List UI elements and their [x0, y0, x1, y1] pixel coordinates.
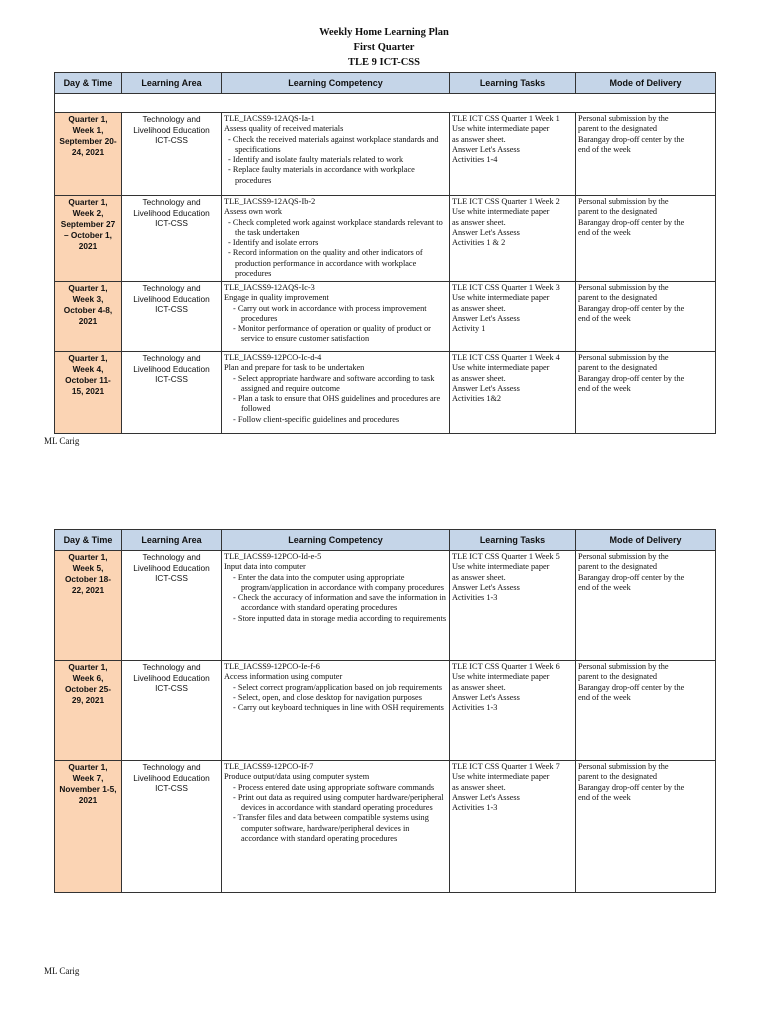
- area-line: Livelihood Education: [133, 772, 210, 783]
- delivery-cell: [576, 282, 716, 352]
- competency-code: TLE_IACSS9-12AQS-Ia-1: [224, 114, 315, 123]
- competency-item: - Check the received materials against workplace standards and specifications: [228, 134, 439, 154]
- competency-list: [224, 304, 447, 345]
- delivery-line: end of the week: [578, 792, 631, 802]
- delivery-line: Barangay drop-off center by the: [578, 572, 685, 582]
- delivery-line: Personal submission by the: [578, 197, 669, 206]
- table-row: [55, 282, 716, 352]
- competency-list: [224, 135, 447, 186]
- task-line: Activities 1-3: [452, 593, 498, 603]
- competency-cell: [222, 282, 450, 352]
- day-line: 2021: [78, 795, 98, 805]
- plan-title: Weekly Home Learning Plan: [319, 27, 449, 38]
- area-line: Livelihood Education: [133, 207, 210, 218]
- competency-intro: Produce output/data using computer system: [224, 772, 370, 782]
- task-line: as answer sheet.: [452, 373, 506, 383]
- day-time-cell: [55, 551, 122, 661]
- task-line: TLE ICT CSS Quarter 1 Week 4: [452, 353, 560, 362]
- task-line: Activities 1-3: [452, 703, 498, 713]
- delivery-cell: [576, 196, 716, 282]
- learning-area-cell: [122, 661, 222, 761]
- day-line: October 25-: [64, 684, 112, 694]
- competency-cell: [222, 196, 450, 282]
- day-line: Week 7,: [72, 773, 104, 783]
- task-line: TLE ICT CSS Quarter 1 Week 3: [452, 283, 560, 292]
- day-line: 2021: [78, 241, 98, 251]
- competency-intro: Assess quality of received materials: [224, 124, 344, 134]
- competency-item: - Follow client-specific guidelines and procedures: [233, 414, 400, 424]
- learning-area-cell: [122, 551, 222, 661]
- area-line: ICT-CSS: [155, 304, 188, 314]
- task-line: Activities 1-4: [452, 155, 498, 165]
- learning-tasks-cell: [450, 661, 576, 761]
- competency-cell: [222, 113, 450, 196]
- plan-table-2: [54, 529, 716, 893]
- area-line: Technology and: [142, 662, 201, 672]
- delivery-line: Barangay drop-off center by the: [578, 134, 685, 144]
- competency-code: TLE_IACSS9-12AQS-Ib-2: [224, 197, 316, 206]
- competency-cell: [222, 551, 450, 661]
- day-line: October 11-: [65, 375, 111, 385]
- task-line: as answer sheet.: [452, 217, 506, 227]
- area-line: Livelihood Education: [133, 562, 210, 573]
- task-line: as answer sheet.: [452, 782, 506, 792]
- competency-item: - Store inputted data in storage media according to requirements: [233, 613, 447, 623]
- day-time-cell: [55, 352, 122, 434]
- competency-item: - Carry out keyboard techniques in line with OSH requirements: [233, 703, 444, 713]
- task-line: Use white intermediate paper: [452, 772, 550, 782]
- day-time-cell: [55, 196, 122, 282]
- author-signature: ML Carig: [44, 966, 80, 976]
- area-line: ICT-CSS: [155, 683, 188, 693]
- author-signature: ML Carig: [44, 436, 80, 446]
- table-header-row: [55, 530, 716, 551]
- col-header-area: Learning Area: [122, 73, 222, 94]
- delivery-line: end of the week: [578, 313, 631, 323]
- day-line: Week 4,: [72, 364, 104, 374]
- competency-item: - Select, open, and close desktop for navigation purposes: [233, 692, 422, 702]
- area-line: Technology and: [142, 283, 201, 293]
- day-time-cell: [55, 113, 122, 196]
- delivery-line: Personal submission by the: [578, 114, 669, 123]
- col-header-delivery: Mode of Delivery: [576, 73, 716, 94]
- learning-tasks-cell: [450, 196, 576, 282]
- task-line: Answer Let's Assess: [452, 144, 520, 154]
- competency-item: - Monitor performance of operation or quality of product or service to ensure customer satisfaction: [233, 324, 431, 344]
- day-line: October 4-8,: [63, 305, 113, 315]
- task-line: as answer sheet.: [452, 682, 506, 692]
- task-line: TLE ICT CSS Quarter 1 Week 6: [452, 662, 560, 671]
- competency-code: TLE_IACSS9-12PCO-If-7: [224, 762, 314, 771]
- competency-item: - Select correct program/application based on job requirements: [233, 682, 442, 692]
- day-line: November 1-5,: [59, 784, 117, 794]
- table-row: [55, 551, 716, 661]
- area-line: ICT-CSS: [155, 218, 188, 228]
- competency-cell: [222, 661, 450, 761]
- learning-area-cell: [122, 352, 222, 434]
- day-line: Week 5,: [72, 563, 104, 573]
- col-header-competency: Learning Competency: [222, 73, 450, 94]
- task-line: Activity 1: [452, 324, 486, 334]
- learning-tasks-cell: [450, 282, 576, 352]
- table-row: [55, 113, 716, 196]
- table-header-row: [55, 73, 716, 94]
- task-line: Answer Let's Assess: [452, 227, 520, 237]
- area-line: Technology and: [142, 197, 201, 207]
- task-line: as answer sheet.: [452, 134, 506, 144]
- day-line: 29, 2021: [71, 695, 105, 705]
- learning-tasks-cell: [450, 761, 576, 893]
- day-line: Quarter 1,: [68, 762, 108, 772]
- delivery-line: end of the week: [578, 144, 631, 154]
- subject-title: TLE 9 ICT-CSS: [348, 57, 420, 68]
- delivery-cell: [576, 761, 716, 893]
- area-line: ICT-CSS: [155, 135, 188, 145]
- competency-item: - Print out data as required using computer hardware/peripheral devices in accordance with standard operating procedures: [233, 792, 444, 813]
- quarter-title: First Quarter: [353, 42, 415, 53]
- day-line: Quarter 1,: [68, 114, 108, 124]
- day-line: Week 1,: [72, 125, 104, 135]
- day-time-cell: [55, 661, 122, 761]
- competency-list: [224, 218, 447, 280]
- competency-item: - Enter the data into the computer using appropriate program/application in accordance with company procedures: [233, 572, 444, 592]
- competency-intro: Input data into computer: [224, 562, 306, 572]
- competency-item: - Plan a task to ensure that OHS guidelines and procedures are followed: [233, 394, 441, 414]
- delivery-line: Barangay drop-off center by the: [578, 682, 685, 692]
- area-line: Livelihood Education: [133, 293, 210, 304]
- competency-item: - Identify and isolate faulty materials related to work: [228, 155, 404, 165]
- competency-list: [224, 573, 447, 624]
- day-line: Week 2,: [72, 208, 104, 218]
- day-line: September 20-: [59, 136, 117, 146]
- day-line: Quarter 1,: [68, 283, 108, 293]
- competency-item: - Check completed work against workplace standards relevant to the task undertaken: [228, 217, 443, 237]
- area-line: Livelihood Education: [133, 124, 210, 135]
- learning-tasks-cell: [450, 352, 576, 434]
- task-line: Answer Let's Assess: [452, 383, 520, 393]
- learning-tasks-cell: [450, 551, 576, 661]
- task-line: Answer Let's Assess: [452, 582, 520, 592]
- delivery-line: parent to the designated: [578, 562, 658, 572]
- competency-item: - Record information on the quality and other indicators of production performance in accordance with workplace procedures: [228, 248, 423, 279]
- delivery-cell: [576, 352, 716, 434]
- competency-list: [224, 374, 447, 425]
- competency-cell: [222, 761, 450, 893]
- area-line: ICT-CSS: [155, 374, 188, 384]
- col-header-day: Day & Time: [55, 73, 122, 94]
- task-line: Answer Let's Assess: [452, 692, 520, 702]
- day-line: – October 1,: [64, 230, 112, 240]
- day-line: October 18-: [64, 574, 112, 584]
- task-line: Use white intermediate paper: [452, 293, 550, 303]
- task-line: Use white intermediate paper: [452, 562, 550, 572]
- delivery-line: end of the week: [578, 383, 631, 393]
- task-line: TLE ICT CSS Quarter 1 Week 7: [452, 762, 560, 771]
- delivery-line: Personal submission by the: [578, 662, 669, 671]
- delivery-line: Barangay drop-off center by the: [578, 217, 685, 227]
- task-line: as answer sheet.: [452, 572, 506, 582]
- area-line: Technology and: [142, 353, 201, 363]
- area-line: Technology and: [142, 762, 201, 772]
- table-row: [55, 196, 716, 282]
- task-line: Answer Let's Assess: [452, 792, 520, 802]
- plan-table-1: [54, 72, 716, 434]
- day-time-cell: [55, 761, 122, 893]
- delivery-line: end of the week: [578, 582, 631, 592]
- competency-code: TLE_IACSS9-12PCO-Ic-d-4: [224, 353, 322, 362]
- area-line: ICT-CSS: [155, 573, 188, 583]
- delivery-line: Personal submission by the: [578, 283, 669, 292]
- day-line: 2021: [78, 316, 98, 326]
- learning-area-cell: [122, 282, 222, 352]
- task-line: TLE ICT CSS Quarter 1 Week 1: [452, 114, 560, 123]
- day-line: Week 3,: [72, 294, 104, 304]
- competency-item: - Identify and isolate errors: [228, 238, 319, 248]
- delivery-cell: [576, 661, 716, 761]
- delivery-line: Personal submission by the: [578, 552, 669, 561]
- delivery-line: parent to the designated: [578, 672, 658, 682]
- task-line: TLE ICT CSS Quarter 1 Week 5: [452, 552, 560, 561]
- competency-item: - Replace faulty materials in accordance with workplace procedures: [228, 165, 415, 185]
- day-time-cell: [55, 282, 122, 352]
- task-line: as answer sheet.: [452, 303, 506, 313]
- delivery-line: Barangay drop-off center by the: [578, 782, 685, 792]
- day-line: Quarter 1,: [68, 353, 108, 363]
- area-line: Technology and: [142, 114, 201, 124]
- competency-code: TLE_IACSS9-12PCO-Id-e-5: [224, 552, 322, 561]
- competency-item: - Transfer files and data between compatible systems using computer software, hardware/peripheral devices in accordance with standard operating procedures: [233, 813, 429, 844]
- table-row: [55, 761, 716, 893]
- task-line: Use white intermediate paper: [452, 363, 550, 373]
- delivery-line: parent to the designated: [578, 207, 658, 217]
- learning-tasks-cell: [450, 113, 576, 196]
- col-header-competency: Learning Competency: [222, 530, 450, 551]
- competency-intro: Engage in quality improvement: [224, 293, 329, 303]
- col-header-area: Learning Area: [122, 530, 222, 551]
- task-line: Activities 1 & 2: [452, 238, 506, 248]
- competency-item: - Select appropriate hardware and software according to task assigned and require outcome: [233, 373, 435, 393]
- learning-area-cell: [122, 196, 222, 282]
- competency-intro: Assess own work: [224, 207, 283, 217]
- task-line: Activities 1&2: [452, 394, 502, 404]
- day-line: 22, 2021: [71, 585, 105, 595]
- area-line: ICT-CSS: [155, 783, 188, 793]
- competency-code: TLE_IACSS9-12AQS-Ic-3: [224, 283, 315, 292]
- empty-cell: [55, 94, 716, 113]
- competency-intro: Access information using computer: [224, 672, 343, 682]
- delivery-line: end of the week: [578, 227, 631, 237]
- competency-list: [224, 783, 447, 845]
- competency-item: - Carry out work in accordance with process improvement procedures: [233, 303, 427, 323]
- col-header-delivery: Mode of Delivery: [576, 530, 716, 551]
- competency-intro: Plan and prepare for task to be undertaken: [224, 363, 365, 373]
- task-line: Use white intermediate paper: [452, 672, 550, 682]
- competency-cell: [222, 352, 450, 434]
- task-line: Activities 1-3: [452, 803, 498, 813]
- empty-row: [55, 94, 716, 113]
- table-row: [55, 661, 716, 761]
- delivery-line: Barangay drop-off center by the: [578, 373, 685, 383]
- delivery-line: Personal submission by the: [578, 762, 669, 771]
- task-line: TLE ICT CSS Quarter 1 Week 2: [452, 197, 560, 206]
- delivery-line: parent to the designated: [578, 293, 658, 303]
- delivery-line: Personal submission by the: [578, 353, 669, 362]
- learning-area-cell: [122, 113, 222, 196]
- table-row: [55, 352, 716, 434]
- delivery-line: Barangay drop-off center by the: [578, 303, 685, 313]
- delivery-line: parent to the designated: [578, 363, 658, 373]
- day-line: Week 6,: [72, 673, 104, 683]
- day-line: September 27: [60, 219, 116, 229]
- day-line: Quarter 1,: [68, 552, 108, 562]
- col-header-tasks: Learning Tasks: [450, 530, 576, 551]
- delivery-line: parent to the designated: [578, 124, 658, 134]
- area-line: Livelihood Education: [133, 672, 210, 683]
- day-line: Quarter 1,: [68, 197, 108, 207]
- competency-code: TLE_IACSS9-12PCO-Ie-f-6: [224, 662, 320, 671]
- delivery-line: parent to the designated: [578, 772, 658, 782]
- col-header-day: Day & Time: [55, 530, 122, 551]
- delivery-cell: [576, 113, 716, 196]
- day-line: 15, 2021: [71, 386, 105, 396]
- learning-area-cell: [122, 761, 222, 893]
- delivery-cell: [576, 551, 716, 661]
- task-line: Use white intermediate paper: [452, 207, 550, 217]
- day-line: Quarter 1,: [68, 662, 108, 672]
- competency-item: - Check the accuracy of information and save the information in accordance with standard operating procedures: [233, 593, 446, 613]
- area-line: Livelihood Education: [133, 363, 210, 374]
- day-line: 24, 2021: [71, 147, 105, 157]
- task-line: Use white intermediate paper: [452, 124, 550, 134]
- col-header-tasks: Learning Tasks: [450, 73, 576, 94]
- delivery-line: end of the week: [578, 692, 631, 702]
- area-line: Technology and: [142, 552, 201, 562]
- task-line: Answer Let's Assess: [452, 313, 520, 323]
- competency-list: [224, 683, 447, 714]
- competency-item: - Process entered date using appropriate software commands: [233, 782, 435, 792]
